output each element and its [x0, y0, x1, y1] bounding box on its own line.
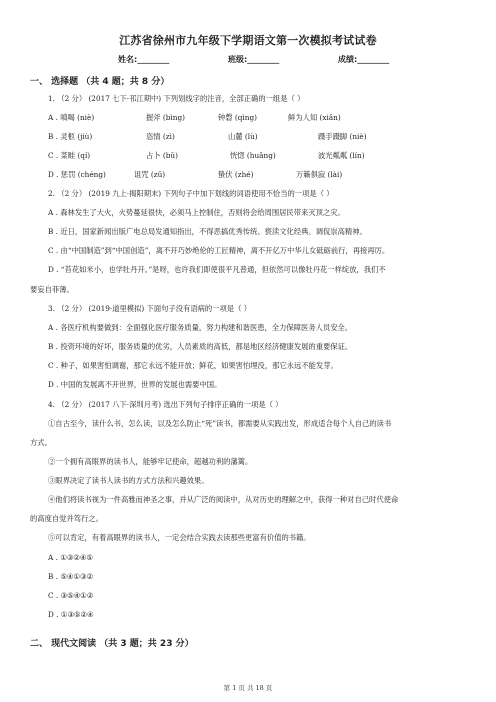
q3-stem: 3. （2 分） (2019·道里模拟) 下面句子没有语病的一项是（ ）: [48, 304, 252, 313]
section-heading-reading: 二、 现代文阅读 （共 3 题；共 23 分）: [30, 639, 194, 649]
q3-option-a: A . 各医疗机构要做到：全面强化医疗服务质量，努力构建和谐医患，全力保障医务人员安全。: [48, 323, 353, 332]
q2-option-d-line1: D . “苔花如米小，也学牡丹开。”是呀，也许我们即使很平凡普通，但依然可以像牡丹花一样绽放，我们不: [48, 265, 386, 274]
q1-option-c-2: 占卜 (bǔ): [146, 151, 178, 160]
class-field: 班级:________: [228, 55, 280, 64]
q1-stem: 1. （2 分） (2017 七下·邗江期中) 下列划线字的注音，全部正确的一组是（ ）: [48, 94, 305, 103]
q1-option-b-1: B . 灵柩 (jiù): [48, 132, 93, 141]
page-title: 江苏省徐州市九年级下学期语文第一次模拟考试试卷: [119, 34, 377, 47]
q4-option-d: D . ①③⑤②④: [48, 610, 94, 619]
q3-option-c: C . 种子，如果害怕调谢，那它永远不能开放；鲜花，如果害怕埋没，那它永远不能发芽。: [48, 361, 338, 370]
q1-option-d-1: D . 惩罚 (chéng): [48, 170, 106, 179]
q4-sentence-5: ⑤可以肯定，有着高眼界的读书人，一定会结合实践去读那些更富有价值的书籍。: [48, 533, 311, 542]
q1-option-d-3: 蛰伏 (zhé): [218, 170, 254, 179]
q1-option-d-2: 诅咒 (zǔ): [134, 170, 166, 179]
q2-stem: 2. （2 分） (2019 九上·揭阳期末) 下列句子中加下划线的词语使用不恰当的一项是（ ）: [48, 189, 334, 198]
q1-option-c-4: 波光粼粼 (lín): [318, 151, 365, 160]
section-heading-choice: 一、 选择题 （共 4 题；共 8 分）: [30, 77, 170, 87]
q1-option-b-4: 蹑手蹑脚 (niè): [318, 132, 367, 141]
q4-sentence-1-line1: ①自古至今，读什么书，怎么读，以及怎么防止“死”读书，都需要从实践出发，形成适合每个人自己的读书: [48, 419, 392, 428]
score-field: 成绩:________: [338, 55, 390, 64]
q4-stem: 4. （2 分） (2017 八下·深圳月考) 选出下列句子排序正确的一项是（ ）: [48, 400, 283, 409]
q4-sentence-4-line1: ④他们将读书视为一件高雅而神圣之事，并从广泛的阅读中，从对历史的理解之中，获得一种对自己时代使命: [48, 495, 399, 504]
q1-option-b-3: 山麓 (lù): [228, 132, 258, 141]
q2-option-d-line2: 要妄自菲薄。: [30, 285, 74, 294]
q1-option-d-4: 万籁俱寂 (lài): [296, 170, 343, 179]
q1-option-a-4: 鲜为人知 (xiǎn): [288, 113, 341, 122]
q1-option-c-3: 恍惚 (huǎng): [230, 151, 276, 160]
q4-sentence-2: ②一个拥有高眼界的读书人，能够牢记使命，超越功利的藩篱。: [48, 457, 253, 466]
name-field: 姓名:________: [118, 55, 170, 64]
q1-option-b-2: 恣情 (zì): [146, 132, 175, 141]
q1-option-c-1: C . 菜畦 (qí): [48, 151, 91, 160]
q1-option-a-3: 钟磬 (qìng): [218, 113, 257, 122]
page-footer: 第 1 页 共 18 页: [223, 684, 273, 692]
q3-option-b: B . 投资环境的好坏，服务质量的优劣，人员素质的高低，都是地区经济健康发展的重要保证。: [48, 342, 353, 351]
q1-option-a-2: 握斧 (bìng): [146, 113, 185, 122]
q2-option-a: A . 森林发生了大火，火势蔓延很快，必须马上控制住，否则将会给周围居民带来灭顶之灾。: [48, 208, 345, 217]
q4-sentence-3: ③眼界决定了读书人读书的方式方法和兴趣效果。: [48, 476, 209, 485]
q4-sentence-4-line2: 的高度自觉并笃行之。: [30, 514, 103, 523]
q4-sentence-1-line2: 方式。: [30, 438, 52, 447]
q1-option-a-1: A . 嗔喝 (niè): [48, 113, 95, 122]
q4-option-c: C . ③⑤④①②: [48, 591, 94, 600]
q4-option-a: A . ①③②④⑤: [48, 553, 93, 562]
q2-option-b: B . 近日，国家新闻出版广电总局发通知指出，不得恶搞优秀传统、亵渎文化经典、调侃崇高精神。: [48, 227, 367, 236]
q4-option-b: B . ⑤④①③②: [48, 572, 94, 581]
q2-option-c: C . 由“中国制造”到“中国创造”，离不开巧妙绝伦的工匠精神，离不开亿万中华儿女砥砺前行，再接再厉。: [48, 246, 390, 255]
q3-option-d: D . 中国的发展离不开世界，世界的发展也需要中国。: [48, 380, 222, 389]
